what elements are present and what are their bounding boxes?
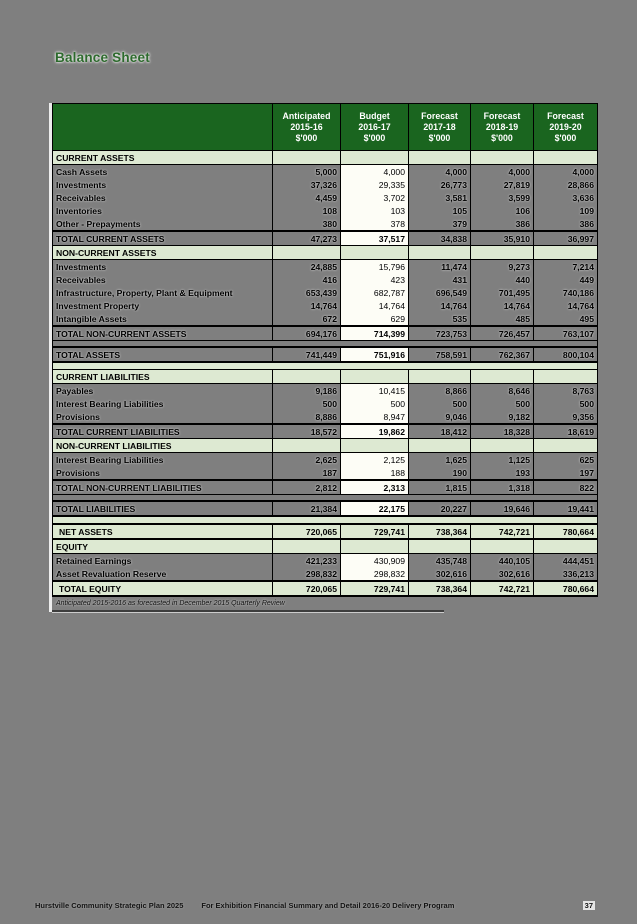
row-label: TOTAL CURRENT ASSETS [53,231,273,246]
section-row [53,439,598,453]
cell-value: 188 [341,466,409,480]
cell-value [341,370,409,384]
cell-value: 14,764 [341,299,409,312]
cell-value: 21,384 [273,501,341,516]
cell-value: 14,764 [471,299,534,312]
row-label: Interest Bearing Liabilities [56,398,164,409]
row-label: TOTAL CURRENT LIABILITIES [53,424,273,439]
column-header-blank [53,104,273,151]
cell-value: 302,616 [471,567,534,581]
table-row [53,165,598,179]
row-spacer [53,362,598,370]
cell-value: 8,763 [534,384,598,398]
cell-value [534,246,598,260]
cell-value: 435,748 [409,554,471,568]
cell-value: 298,832 [341,567,409,581]
table-row [53,260,598,274]
footer-doc-subtitle: For Exhibition Financial Summary and Detail 2016-20 Delivery Program [201,901,455,910]
row-label: Cash Assets [56,166,108,177]
cell-value: 625 [534,453,598,467]
header-row [53,104,598,151]
table-row [53,567,598,581]
cell-value: 37,326 [273,178,341,191]
cell-value: 672 [273,312,341,326]
cell-value: 379 [409,217,471,231]
cell-value: 444,451 [534,554,598,568]
cell-value: 4,000 [534,165,598,179]
table-row [53,231,598,246]
cell-value: 14,764 [534,299,598,312]
cell-value: 4,000 [341,165,409,179]
cell-value: 822 [534,480,598,495]
row-label: Payables [56,385,94,396]
cell-value: 4,000 [409,165,471,179]
cell-value: 729,741 [341,524,409,539]
cell-value: 105 [409,204,471,217]
row-label: Intangible Assets [56,313,127,324]
cell-value: 187 [273,466,341,480]
cell-value: 720,065 [273,524,341,539]
cell-value: 800,104 [534,347,598,362]
row-label: Provisions [56,467,100,478]
cell-value: 336,213 [534,567,598,581]
cell-value: 2,812 [273,480,341,495]
table-row [53,273,598,286]
cell-value: 780,664 [534,524,598,539]
table-row [53,217,598,231]
row-spacer [53,516,598,524]
cell-value: 108 [273,204,341,217]
row-label: NON-CURRENT ASSETS [53,246,273,260]
cell-value: 27,819 [471,178,534,191]
cell-value: 8,646 [471,384,534,398]
cell-value: 34,838 [409,231,471,246]
spacer-row [53,516,598,524]
cell-value: 4,000 [471,165,534,179]
cell-value: 762,367 [471,347,534,362]
cell-value: 741,449 [273,347,341,362]
row-label: Inventories [56,205,102,216]
cell-value: 19,441 [534,501,598,516]
cell-value: 14,764 [409,299,471,312]
cell-value: 714,399 [341,326,409,341]
cell-value: 4,459 [273,191,341,204]
row-label: TOTAL EQUITY [53,581,273,596]
cell-value: 22,175 [341,501,409,516]
cell-value [273,439,341,453]
page-title: Balance Sheet [55,50,150,65]
section-row [53,539,598,554]
cell-value: 694,176 [273,326,341,341]
column-header: Budget 2016-17 $'000 [341,104,409,151]
cell-value: 193 [471,466,534,480]
cell-value: 24,885 [273,260,341,274]
cell-value: 10,415 [341,384,409,398]
column-header: Forecast 2017-18 $'000 [409,104,471,151]
cell-value: 29,335 [341,178,409,191]
cell-value: 20,227 [409,501,471,516]
cell-value: 430,909 [341,554,409,568]
cell-value: 386 [471,217,534,231]
cell-value: 18,572 [273,424,341,439]
row-label: NET ASSETS [53,524,273,539]
cell-value: 738,364 [409,581,471,596]
cell-value: 18,619 [534,424,598,439]
cell-value: 421,233 [273,554,341,568]
cell-value [341,246,409,260]
cell-value: 19,862 [341,424,409,439]
cell-value: 500 [341,397,409,410]
table-row [53,453,598,467]
cell-value [341,439,409,453]
table-row [53,424,598,439]
cell-value: 8,947 [341,410,409,424]
cell-value: 742,721 [471,581,534,596]
cell-value: 1,318 [471,480,534,495]
cell-value: 15,796 [341,260,409,274]
cell-value: 3,599 [471,191,534,204]
row-label: Asset Revaluation Reserve [56,568,167,579]
cell-value: 653,439 [273,286,341,299]
cell-value: 742,721 [471,524,534,539]
table-row [53,466,598,480]
cell-value [273,246,341,260]
cell-value: 5,000 [273,165,341,179]
cell-value: 36,997 [534,231,598,246]
cell-value: 106 [471,204,534,217]
cell-value: 3,636 [534,191,598,204]
cell-value [409,539,471,554]
table-row [53,581,598,596]
row-label: EQUITY [53,539,273,554]
cell-value [341,539,409,554]
cell-value: 9,046 [409,410,471,424]
cell-value: 440 [471,273,534,286]
column-header: Forecast 2019-20 $'000 [534,104,598,151]
page-footer [35,901,595,910]
cell-value [409,370,471,384]
cell-value: 9,356 [534,410,598,424]
row-label: Investment Property [56,300,140,311]
table-row [53,524,598,539]
cell-value: 103 [341,204,409,217]
cell-value: 18,412 [409,424,471,439]
cell-value: 9,186 [273,384,341,398]
cell-value: 495 [534,312,598,326]
cell-value: 380 [273,217,341,231]
cell-value: 1,125 [471,453,534,467]
cell-value [471,370,534,384]
cell-value: 14,764 [273,299,341,312]
column-header: Forecast 2018-19 $'000 [471,104,534,151]
cell-value: 500 [471,397,534,410]
row-label: Receivables [56,274,106,285]
table-row [53,286,598,299]
cell-value: 302,616 [409,567,471,581]
cell-value: 298,832 [273,567,341,581]
section-row [53,246,598,260]
cell-value: 1,815 [409,480,471,495]
cell-value: 3,702 [341,191,409,204]
row-label: Receivables [56,192,106,203]
cell-value: 738,364 [409,524,471,539]
cell-value: 485 [471,312,534,326]
cell-value: 2,625 [273,453,341,467]
table-row [53,191,598,204]
section-row [53,370,598,384]
cell-value [273,370,341,384]
row-label: CURRENT ASSETS [53,151,273,165]
table-row [53,397,598,410]
row-label: NON-CURRENT LIABILITIES [53,439,273,453]
cell-value: 423 [341,273,409,286]
cell-value: 109 [534,204,598,217]
cell-value [534,539,598,554]
cell-value: 18,328 [471,424,534,439]
cell-value [534,370,598,384]
cell-value [409,439,471,453]
cell-value: 500 [534,397,598,410]
cell-value: 535 [409,312,471,326]
cell-value [534,439,598,453]
table-row [53,384,598,398]
cell-value [409,246,471,260]
row-label: TOTAL NON-CURRENT ASSETS [53,326,273,341]
table-row [53,347,598,362]
cell-value [471,246,534,260]
cell-value: 8,866 [409,384,471,398]
table-row [53,312,598,326]
cell-value: 726,457 [471,326,534,341]
cell-value: 11,474 [409,260,471,274]
row-label: Interest Bearing Liabilities [56,454,164,465]
section-row [53,151,598,165]
cell-value: 197 [534,466,598,480]
cell-value [471,151,534,165]
footer-doc-title: Hurstville Community Strategic Plan 2025 [35,901,184,910]
cell-value: 500 [273,397,341,410]
cell-value: 751,916 [341,347,409,362]
cell-value: 37,517 [341,231,409,246]
row-label: TOTAL NON-CURRENT LIABILITIES [53,480,273,495]
cell-value: 500 [409,397,471,410]
cell-value: 8,886 [273,410,341,424]
cell-value: 3,581 [409,191,471,204]
table-row [53,204,598,217]
cell-value: 386 [534,217,598,231]
cell-value: 1,625 [409,453,471,467]
cell-value [273,151,341,165]
cell-value: 449 [534,273,598,286]
row-label: TOTAL ASSETS [53,347,273,362]
cell-value: 9,273 [471,260,534,274]
balance-sheet-grid [52,103,598,597]
cell-value: 35,910 [471,231,534,246]
cell-value: 740,186 [534,286,598,299]
cell-value: 758,591 [409,347,471,362]
cell-value [409,151,471,165]
cell-value: 629 [341,312,409,326]
footnote: Anticipated 2015-2016 as forecasted in December 2015 Quarterly Review [52,598,444,612]
cell-value: 729,741 [341,581,409,596]
cell-value: 19,646 [471,501,534,516]
cell-value [534,151,598,165]
cell-value: 431 [409,273,471,286]
column-header: Anticipated 2015-16 $'000 [273,104,341,151]
row-label: Investments [56,179,107,190]
footer-page-number: 37 [584,901,593,910]
table-row [53,501,598,516]
balance-sheet-table [49,103,604,612]
cell-value: 416 [273,273,341,286]
cell-value: 701,495 [471,286,534,299]
cell-value: 440,105 [471,554,534,568]
cell-value: 26,773 [409,178,471,191]
cell-value: 378 [341,217,409,231]
cell-value [273,539,341,554]
cell-value: 720,065 [273,581,341,596]
cell-value: 780,664 [534,581,598,596]
cell-value: 2,125 [341,453,409,467]
cell-value [471,439,534,453]
cell-value: 47,273 [273,231,341,246]
table-row [53,410,598,424]
table-row [53,480,598,495]
cell-value [341,151,409,165]
table-row [53,554,598,568]
table-row [53,178,598,191]
row-label: Investments [56,261,107,272]
cell-value: 682,787 [341,286,409,299]
cell-value: 7,214 [534,260,598,274]
cell-value [471,539,534,554]
spacer-row [53,362,598,370]
cell-value: 9,182 [471,410,534,424]
table-row [53,299,598,312]
row-label: Provisions [56,411,100,422]
table-row [53,326,598,341]
row-label: TOTAL LIABILITIES [53,501,273,516]
cell-value: 28,866 [534,178,598,191]
row-label: Infrastructure, Property, Plant & Equipment [56,287,233,298]
cell-value: 2,313 [341,480,409,495]
cell-value: 763,107 [534,326,598,341]
cell-value: 723,753 [409,326,471,341]
row-label: CURRENT LIABILITIES [53,370,273,384]
cell-value: 696,549 [409,286,471,299]
row-label: Other - Prepayments [56,218,141,229]
cell-value: 190 [409,466,471,480]
row-label: Retained Earnings [56,555,132,566]
